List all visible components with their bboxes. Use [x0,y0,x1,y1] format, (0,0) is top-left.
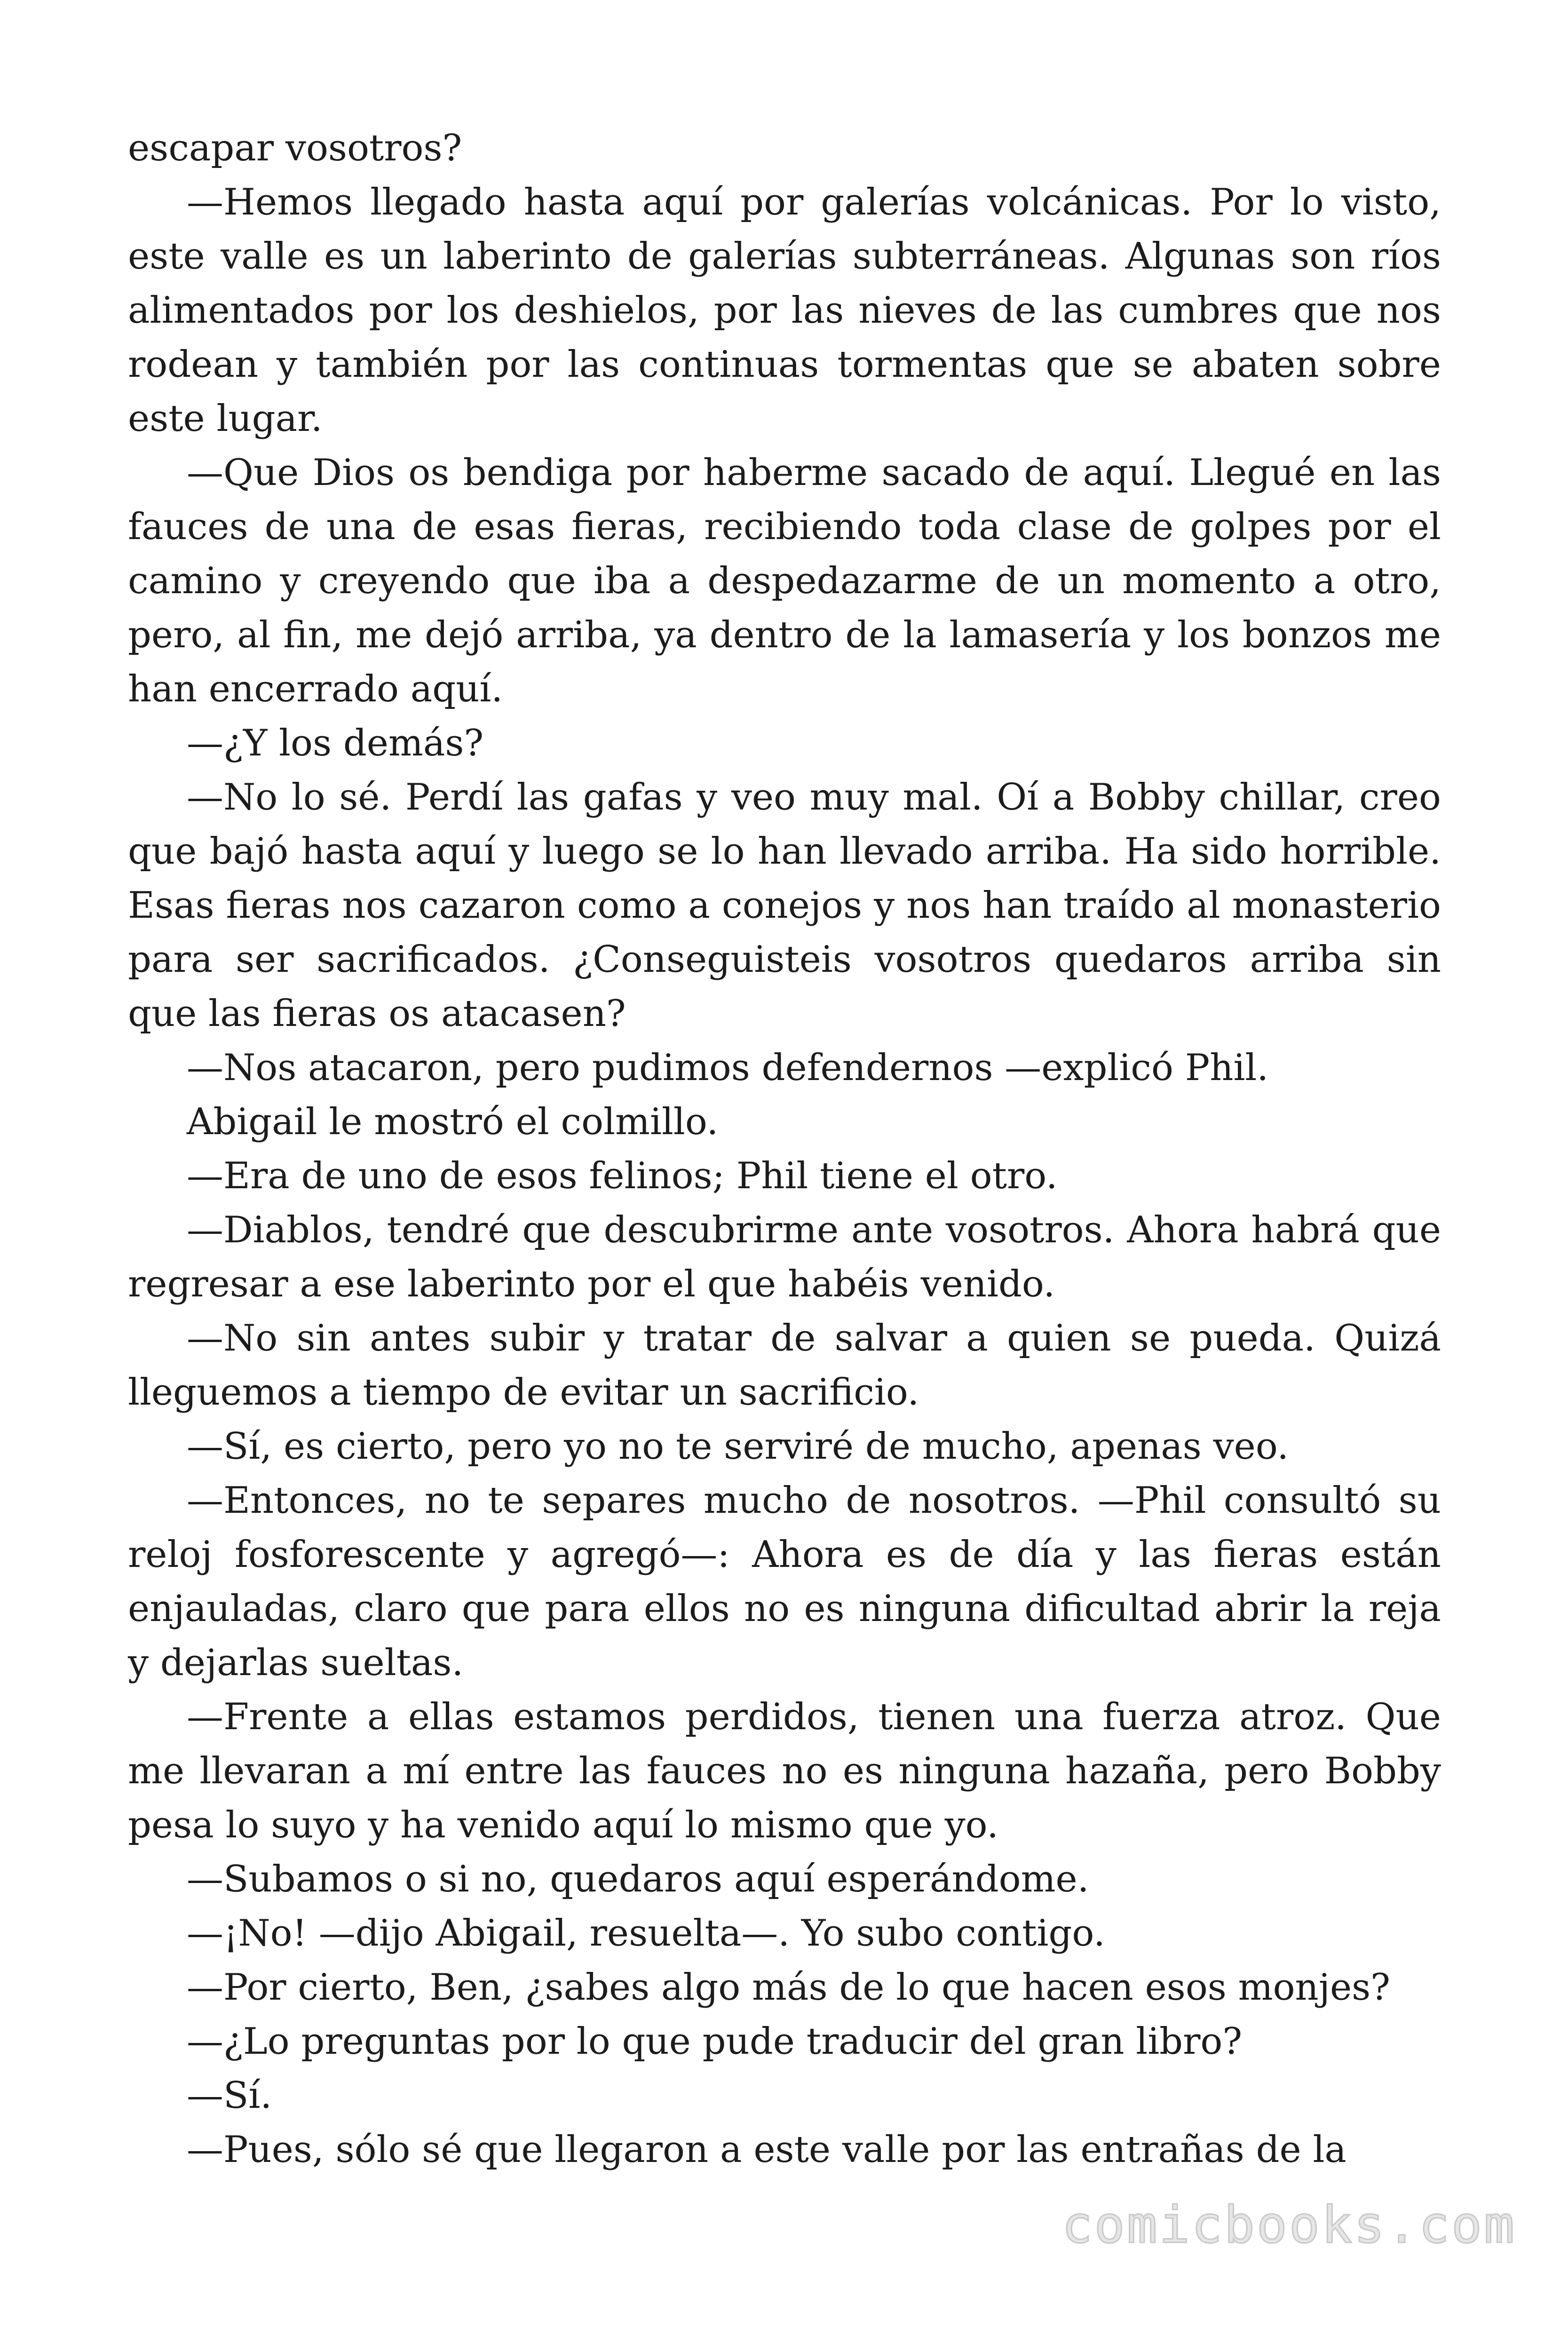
paragraph: —Que Dios os bendiga por haberme sacado de aquí. Llegué en las fauces de una de esas fieras, recibiendo toda clase de golpes por el camino y creyendo que iba a despedazarme de un momento a otro, pero, al fin, me dejó arriba, ya dentro de la lamasería y los bonzos me han encerrado aquí. [128,452,1441,710]
paragraph: —Diablos, tendré que descubrirme ante vosotros. Ahora habrá que regresar a ese laberinto por el que habéis venido. [128,1209,1441,1305]
page-body [128,121,1441,2177]
paragraph: —Entonces, no te separes mucho de nosotros. —Phil consultó su reloj fosforescente y agregó—: Ahora es de día y las fieras están enjauladas, claro que para ellos no es ninguna dificultad abrir la reja y dejarlas sueltas. [128,1479,1441,1684]
paragraph: —Era de uno de esos felinos; Phil tiene el otro. [187,1155,1058,1197]
paragraph: —Hemos llegado hasta aquí por galerías volcánicas. Por lo visto, este valle es un laberinto de galerías subterráneas. Algunas son ríos alimentados por los deshielos, por las nieves de las cumbres que nos rodean y también por las continuas tormentas que se abaten sobre este lugar. [128,181,1441,440]
paragraph: —¿Y los demás? [187,722,484,764]
paragraph: Abigail le mostró el colmillo. [187,1101,719,1143]
paragraph: —No sin antes subir y tratar de salvar a quien se pueda. Quizá lleguemos a tiempo de evitar un sacrificio. [128,1317,1441,1414]
paragraph: —¿Lo preguntas por lo que pude traducir del gran libro? [187,2020,1243,2063]
paragraph: —Pues, sólo sé que llegaron a este valle por las entrañas de la [187,2129,1346,2171]
paragraph: —No lo sé. Perdí las gafas y veo muy mal. Oí a Bobby chillar, creo que bajó hasta aquí y luego se lo han llevado arriba. Ha sido horrible. Esas fieras nos cazaron como a conejos y nos han traído al monasterio para ser sacrificados. ¿Conseguisteis vosotros quedaros arriba sin que las fieras os atacasen? [128,776,1441,1035]
paragraph: —Por cierto, Ben, ¿sabes algo más de lo que hacen esos monjes? [187,1966,1390,2009]
paragraph: —Sí. [187,2074,272,2117]
paragraph: —Sí, es cierto, pero yo no te serviré de mucho, apenas veo. [187,1425,1289,1468]
paragraph: —Frente a ellas estamos perdidos, tienen una fuerza atroz. Que me llevaran a mí entre las fauces no es ninguna hazaña, pero Bobby pesa lo suyo y ha venido aquí lo mismo que yo. [128,1696,1441,1846]
paragraph: —Nos atacaron, pero pudimos defendernos —explicó Phil. [187,1047,1269,1089]
paragraph: —¡No! —dijo Abigail, resuelta—. Yo subo contigo. [187,1912,1105,1955]
site-watermark: comicbooks.com [1061,2196,1516,2255]
paragraph: escapar vosotros? [128,127,462,169]
paragraph: —Subamos o si no, quedaros aquí esperándome. [187,1858,1089,1900]
